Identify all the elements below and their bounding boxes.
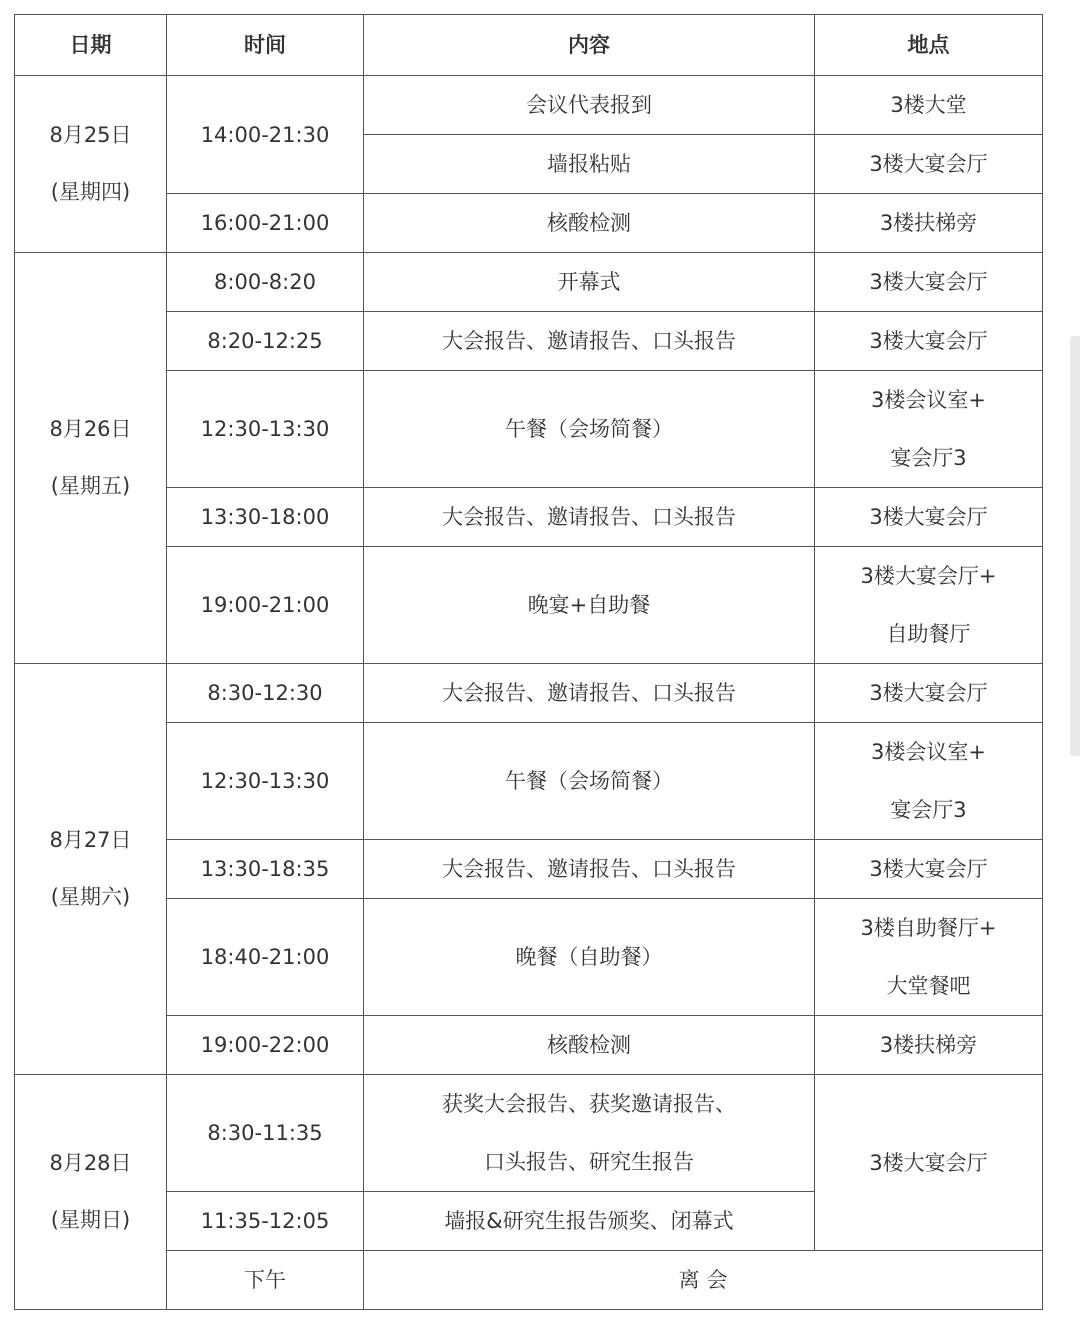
content-cell: 墙报&研究生报告颁奖、闭幕式 (364, 1192, 815, 1251)
header-content: 内容 (364, 15, 815, 76)
table-row (15, 1075, 1043, 1192)
weekday-label: (星期六) (50, 885, 131, 909)
time-cell: 8:00-8:20 (167, 253, 364, 312)
content-cell (364, 1075, 815, 1192)
content-cell: 离 会 (364, 1251, 1043, 1310)
date-cell (15, 1075, 167, 1310)
table-row (15, 312, 1043, 371)
table-row (15, 1251, 1043, 1310)
place-cell: 3楼大堂 (815, 76, 1043, 135)
weekday-label: (星期五) (50, 474, 131, 498)
date-label: 8月28日 (49, 1151, 132, 1175)
table-row (15, 488, 1043, 547)
content-cell: 大会报告、邀请报告、口头报告 (364, 312, 815, 371)
place-line: 3楼自助餐厅+ (860, 916, 997, 940)
date-cell (15, 76, 167, 253)
time-cell: 18:40-21:00 (167, 899, 364, 1016)
table-row (15, 371, 1043, 488)
place-line: 3楼会议室+ (871, 740, 986, 764)
content-line: 口头报告、研究生报告 (484, 1150, 694, 1174)
date-cell (15, 253, 167, 664)
time-cell: 8:30-12:30 (167, 664, 364, 723)
time-cell: 19:00-22:00 (167, 1016, 364, 1075)
time-cell: 12:30-13:30 (167, 371, 364, 488)
time-cell: 19:00-21:00 (167, 547, 364, 664)
schedule-table (14, 14, 1043, 1310)
place-line: 3楼会议室+ (871, 388, 986, 412)
schedule-page (14, 14, 1043, 1310)
place-cell: 3楼大宴会厅 (815, 664, 1043, 723)
place-cell: 3楼大宴会厅 (815, 312, 1043, 371)
place-line: 宴会厅3 (890, 798, 967, 822)
table-row (15, 547, 1043, 664)
header-date: 日期 (15, 15, 167, 76)
content-cell: 大会报告、邀请报告、口头报告 (364, 488, 815, 547)
content-cell: 晚餐（自助餐） (364, 899, 815, 1016)
place-cell (815, 371, 1043, 488)
content-line: 获奖大会报告、获奖邀请报告、 (442, 1092, 736, 1116)
time-cell: 8:20-12:25 (167, 312, 364, 371)
table-row (15, 253, 1043, 312)
time-cell: 13:30-18:00 (167, 488, 364, 547)
content-cell: 晚宴+自助餐 (364, 547, 815, 664)
table-row (15, 76, 1043, 135)
content-cell: 午餐（会场简餐） (364, 371, 815, 488)
place-cell: 3楼大宴会厅 (815, 135, 1043, 194)
content-cell: 会议代表报到 (364, 76, 815, 135)
date-label: 8月25日 (49, 123, 132, 147)
place-cell: 3楼扶梯旁 (815, 1016, 1043, 1075)
table-row (15, 840, 1043, 899)
place-cell: 3楼扶梯旁 (815, 194, 1043, 253)
date-label: 8月27日 (49, 828, 132, 852)
table-header-row (15, 15, 1043, 76)
place-line: 自助餐厅 (886, 622, 971, 646)
table-row (15, 1016, 1043, 1075)
content-cell: 开幕式 (364, 253, 815, 312)
content-cell: 核酸检测 (364, 1016, 815, 1075)
content-cell: 午餐（会场简餐） (364, 723, 815, 840)
time-cell: 8:30-11:35 (167, 1075, 364, 1192)
place-cell: 3楼大宴会厅 (815, 488, 1043, 547)
table-row (15, 899, 1043, 1016)
time-cell: 13:30-18:35 (167, 840, 364, 899)
date-cell (15, 664, 167, 1075)
place-cell (815, 899, 1043, 1016)
place-line: 大堂餐吧 (886, 974, 971, 998)
content-cell: 墙报粘贴 (364, 135, 815, 194)
place-cell: 3楼大宴会厅 (815, 253, 1043, 312)
place-cell: 3楼大宴会厅 (815, 1075, 1043, 1251)
content-cell: 核酸检测 (364, 194, 815, 253)
place-line: 3楼大宴会厅+ (860, 564, 997, 588)
table-row (15, 723, 1043, 840)
time-cell: 14:00-21:30 (167, 76, 364, 194)
time-cell: 下午 (167, 1251, 364, 1310)
header-time: 时间 (167, 15, 364, 76)
time-cell: 12:30-13:30 (167, 723, 364, 840)
table-row (15, 194, 1043, 253)
content-cell: 大会报告、邀请报告、口头报告 (364, 664, 815, 723)
place-cell (815, 547, 1043, 664)
place-cell (815, 723, 1043, 840)
content-cell: 大会报告、邀请报告、口头报告 (364, 840, 815, 899)
time-cell: 11:35-12:05 (167, 1192, 364, 1251)
place-line: 宴会厅3 (890, 446, 967, 470)
scrollbar[interactable] (1070, 336, 1080, 756)
time-cell: 16:00-21:00 (167, 194, 364, 253)
table-row (15, 664, 1043, 723)
weekday-label: (星期四) (50, 180, 131, 204)
weekday-label: (星期日) (50, 1208, 131, 1232)
place-cell: 3楼大宴会厅 (815, 840, 1043, 899)
date-label: 8月26日 (49, 417, 132, 441)
header-place: 地点 (815, 15, 1043, 76)
